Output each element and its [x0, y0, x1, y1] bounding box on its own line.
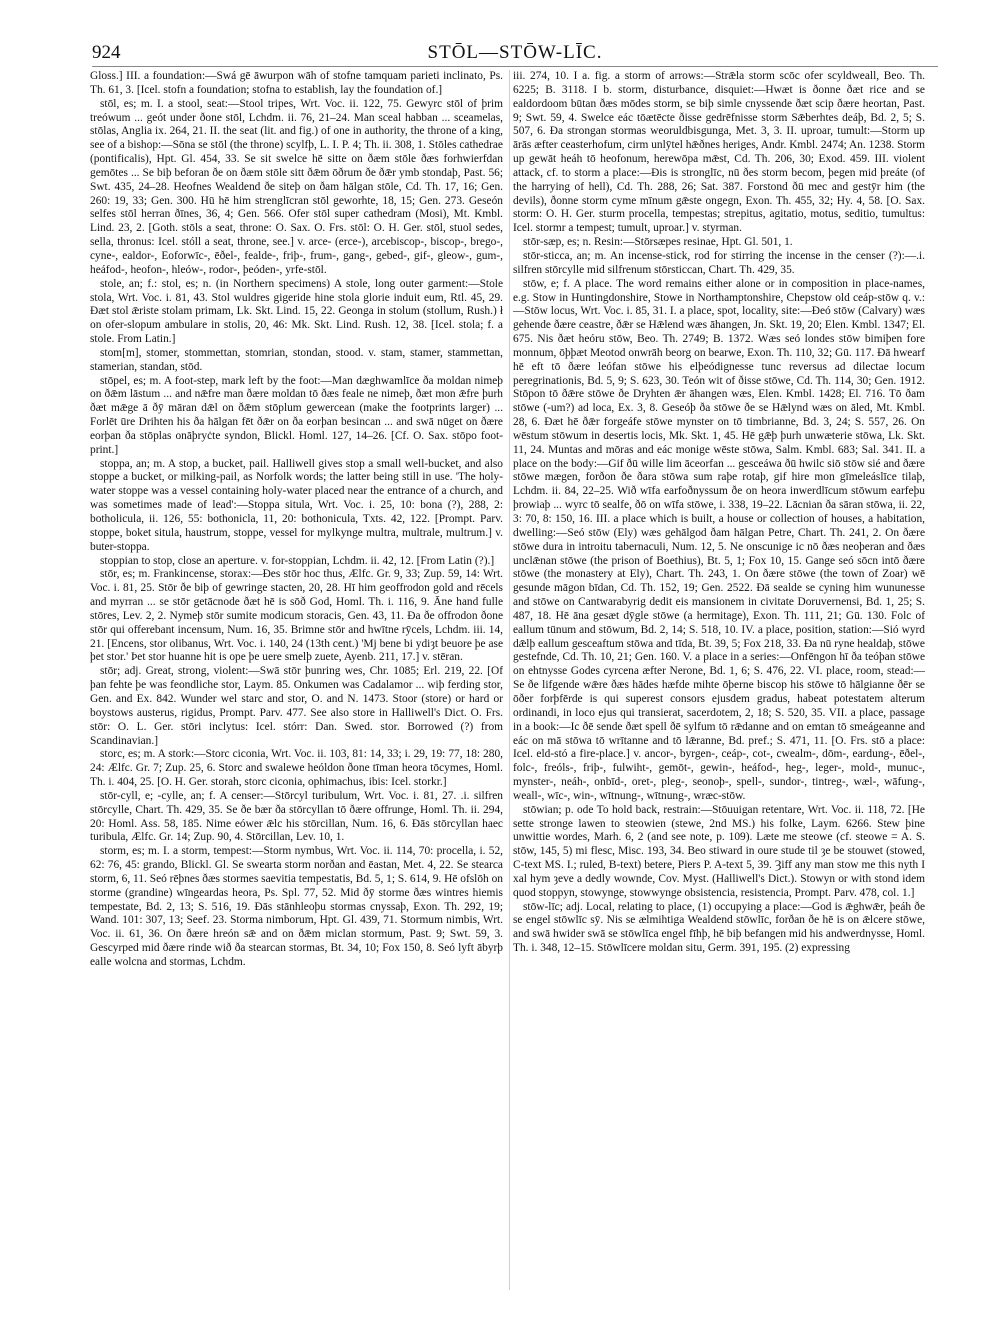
dictionary-entry: storc, es; m. A stork:—Storc ciconia, Wrt. Voc. ii. 103, 81: 14, 33; i. 29, 19: 77, 18: 280, 24: Ælfc. Gr. 7; Zup. 25, 6. Storc and swalewe heóldon ðone tīman heora tōcymes, Homl. Th. i. 404, 25. [O. H. Ger. storah, storc ciconia, ophimachus, ibis: Icel. storkr.] [90, 748, 503, 789]
dictionary-entry: stōr-sticca, an; m. An incense-stick, rod for stirring the incense in the censer (?):—.i. silfren stōrcylle mid silfrenum stōrsticcan, Chart. Th. 429, 35. [513, 249, 925, 276]
dictionary-entry: stōr-cyll, e; -cylle, an; f. A censer:—Stōrcyl turibulum, Wrt. Voc. i. 81, 27. .i. silfren stōrcylle, Chart. Th. 429, 35. Se ðe bær ða stōrcyllan tō ðære offrunge, Homl. Th. ii. 294, 20: Homl. Ass. 58, 185. Nime eówer ǣlc his stōrcillan, Num. 16, 6. Ðās stōrcyllan haec turibula, Ælfc. Gr. 14; Zup. 90, 4. Stōrcillan, Lev. 10, 1. [90, 789, 503, 844]
dictionary-entry: stōl, es; m. I. a stool, seat:—Stool tripes, Wrt. Voc. ii. 122, 75. Gewyrc stōl of þrim treówum ... geót under ðone stōl, Lchdm. ii. 76, 21–24. Man sceal habban ... sceamelas, stōlas, Anglia ix. 264, 21. II. the seat (lit. and fig.) of one in authority, the throne of a king, see of a bishop:—Sōna se stōl (the throne) scylfþ, L. I. P. 4; Th. ii. 308, 1. Stōles cathedrae (pontificalis), Hpt. Gl. 454, 33. Se sit swelce hē sitte on ðæm stōle ðæs forhwierfdan gemōtes ... Se biþ beforan ðe on ðæm stōle sitt ðǣm ōðrum ðe ðǣr ymb stondaþ, Past. 56; Swt. 435, 24–28. Heofnes Wealdend ðe siteþ on ðam hālgan stōle, Cd. Th. 17, 16; Gen. 260: 19, 33; Gen. 300. Hū hē him strenglīcran stōl geworhte, 18, 15; Gen. 273. Geseón selfes stōl herran ðīnes, 36, 4; Gen. 566. Ofer stōl super cathedram (Mosi), Mt. Kmbl. Lind. 23, 2. [Goth. stōls a seat, throne: O. Sax. O. Frs. stōl: O. H. Ger. stōl, stuol sedes, sella, thronus: Icel. stóll a seat, throne, see.] v. arce- (erce-), arcebiscop-, biscop-, brego-, cyne-, ealdor-, Eoforwīc-, ēðel-, fealde-, friþ-, frum-, gang-, gebed-, gif-, gleow-, gum-, heáfod-, heofon-, hleów-, rodor-, þeóden-, yrfe-stōl. [90, 97, 503, 276]
dictionary-entry: stōr; adj. Great, strong, violent:—Swā stōr þunring wes, Chr. 1085; Erl. 219, 22. [Of þan fehte þe was feondliche stor, Laym. 85. Onkumen was Cadalamor ... wiþ ferding stor, Gen. and Ex. 842. Wunder wel starc and stor, O. and N. 1473. Stoor (store) or hard or boystows austerus, rigidus, Prompt. Parv. 477. See also store in Halliwell's Dict. O. Frs. stōr: O. L. Ger. stōri inclytus: Icel. stórr: Dan. Swed. stor. Borrowed (?) from Scandinavian.] [90, 665, 503, 747]
page-header [92, 42, 938, 68]
dictionary-entry: iii. 274, 10. I a. fig. a storm of arrows:—Strǣla storm scōc ofer scyldweall, Beo. Th. 6225; B. 3118. I b. storm, disturbance, disquiet:—Hwæt is ðonne ðæt rice and se ealdordoom būtan ðæs mōdes storm, se biþ simle cnyssende ðæt scip ðære heortan, Past. 9; Swt. 59, 4. Swelce eác tōætēcte ðisse gedrēfnisse storm Sǣberhtes deáþ, Bd. 2, 5; S. 507, 6. Ða strongan stormas weoruldbisgunga, Met. 3, 3. II. uproar, tumult:—Storm up ārās æfter ceasterhofum, cirm unlȳtel hǣðnes heriges, Andr. Kmbl. 2474; An. 1238. Storm up gewāt heáh tō heofonum, herewōpa mǣst, Cd. Th. 206, 30; Exod. 459. III. violent attack, cf. to storm a place:—Ðis is stronglīc, nū ðes storm becom, þegen mid þreáte (of the harrying of hell), Cd. Th. 288, 26; Sat. 387. Forstond ðū mec and gestȳr him (the devils), ðonne storm cyme mīnum gǣste ongegn, Exon. Th. 455, 32; Hy. 4, 58. [O. Sax. storm: O. H. Ger. sturm procella, tempestas; strepitus, agitatio, motus, seditio, tumultus: Icel. stormr a tempest; tumult, uproar.] v. styrman. [513, 70, 925, 235]
dictionary-entry: stōpel, es; m. A foot-step, mark left by the foot:—Man dæghwamlīce ða moldan nimeþ on ðǣm lāstum ... and nǣfre man ðære moldan tō ðæs feale ne nimeþ, ðæt mon ǣfre þurh ðæt mǣge ā ðȳ māran dǣl on ðǣm stōplum gewercean (make the footprints larger) ... Forlēt ūre Drihten his ða hālgan fēt ðǣr on ða eorþan besincan ... and swā nūget on ðære eorþan ða stōplas onāþryċte syndon, Blickl. Homl. 127, 14–26. [Cf. O. Sax. stōpo foot-print.] [90, 374, 503, 456]
dictionary-entry: Gloss.] III. a foundation:—Swá gē āwurpon wāh of stofne tamquam parieti inclinato, Ps. Th. 61, 3. [Icel. stofn a foundation; stofna to establish, lay the foundation of.] [90, 70, 503, 96]
dictionary-entry: stom[m], stomer, stommettan, stomrian, stondan, stood. v. stam, stamer, stammettan, stamerian, standan, stōd. [90, 346, 503, 373]
column-divider [509, 70, 510, 1290]
header-rule [92, 66, 938, 67]
dictionary-entry: stole, an; f.: stol, es; n. (in Northern specimens) A stole, long outer garment:—Stole stola, Wrt. Voc. i. 81, 43. Stol wuldres gigeride hine stola glorie induit eum, Rtl. 45, 29. Ðæt stol ǣriste stolam primam, Lk. Skt. Lind. 15, 22. Geonga in stolum (stollum, Rush.) ł on ofer-slopum ambulare in stolis, 20, 46: Mk. Skt. Lind. Rush. 12, 38. [Icel. stola; f. a stole. From Latin.] [90, 277, 503, 346]
dictionary-entry: stōw, e; f. A place. The word remains either alone or in composition in place-names, e.g. Stow in Huntingdonshire, Stowe in Northamptonshire, Chepstow old ceáp-stōw q. v.:—Stōw locus, Wrt. Voc. i. 85, 31. I. a place, spot, locality, site:—Ðeó stōw (Calvary) wæs gehende ðære ceastre, ðǣr se Hǣlend wæs āhangen, Jn. Skt. 19, 20; Elen. Kmbl. 1347; El. 675. Nis ðæt heóru stōw, Beo. Th. 2749; B. 1372. Wæs seó londes stōw bimiþen fore monnum, ōþþæt Meotod onwrāh beorg on bearwe, Exon. Th. 110, 32; Gū. 117. Ðā hwearf hē eft tō ðære leófan stōwe his elþeódignesse tunc reversus ad dilectae locum peregrinationis, Bd. 5, 9; S. 623, 30. Teón wit of ðisse stōwe, Cd. Th. 114, 30; Gen. 1912. Stōpon tō ðǣre stōwe ðe Dryhten ǣr āhangen wæs, Elen. Kmbl. 1428; El. 716. Tō ðam stōwe (-um?) ad loca, Ex. 3, 8. Geseóþ ða stōwe ðe se Hǣlynd wæs on āled, Mt. Kmbl. 28, 6. Ðæt hē ðǣr forgeáfe stōwe mynster on tō timbrianne, Bd. 3, 24; S. 557, 26. On wēstum stōwum in desertis locis, Mk. Skt. 1, 45. Hē gǣþ þurh unwæterie stōwa, Lk. Skt. 11, 24. Muntas and mōras and eác monige wēste stōwa, Salm. Kmbl. 683; Sal. 341. II. a place on the body:—Gif ðū wille lim āceorfan ... gesceáwa ðū hwilc siō stōw sié and ðære stōwe mægen, forðon ðe ðara stōwa sum raþe rotaþ, gif hire mon gīmeleáslīce tilaþ, Lchdm. ii. 84, 22–25. Wið wīfa earfoðnyssum ðe on heora inwerdlīcum stōwum earfeþu þrowiaþ ... wyrc tō sealfe, ðō on wīfa stōwe, i. 338, 19–22. Lācnian ða sāran stōwa, ii. 22, 3: 70, 8: 150, 16. III. a place which is built, a house or collection of houses, a habitation, dwelling:—Seó stōw (Ely) wæs gehālgod ðam hālgan Petre, Chart. Th. 241, 2. On ðære stōwe dura in introitu tabernaculi, Num. 12, 5. Ne onscunige ic nō ðæs neoþeran and ðæs unclǣnan stōwe (the prison of Boethius), Bt. 5, 1; Fox 10, 15. Gange seó sōcn intō ðære stōwe (the monastery at Ely), Chart. Th. 243, 1. On ðære stōwe (the town of Zoar) wē gesunde māgon bīdan, Cd. Th. 152, 19; Gen. 2522. Ðā sealde se cyning him wununesse and stōwe on Cantwarabyrig dedit eis mansionem in civitate Doruvernensi, Bd. 1, 25; S. 487, 18. Hē āna gesæt dȳgle stōwe (a hermitage), Exon. Th. 111, 21; Gū. 130. Folc of eallum tūnum and stōwum, Bd. 2, 14; S. 518, 10. IV. a place, position, station:—Sió wyrd dǣlþ eallum gesceaftum stōwa and tīda, Bt. 39, 5; Fox 218, 33. Ða nū ryne healdaþ, stōwe gestefnde, Cd. Th. 10, 21; Gen. 160. V. a place in a series:—Onfēngon hī ða teóþan stōwe on ehtnysse Godes cyrcena æfter Nerone, Bd. 1, 6; S. 476, 22. VI. place, room, stead:—Se ðe lifgende wǣre ðæs hādes hæfde mihte ōþerne biscop his stōwe tō hālgianne ðēr se ōðer forþfērde is qui superest consors ejusdem gradus, habeat potestatem alterum ordinandi, in loco ejus qui transierat, sacerdotem, 2, 18; S. 520, 35. VII. a place, passage in a book:—Ic ðē sende ðæt spell ðē sylfum tō rǣdanne and on emtan tō smeágeanne and eác on mā stōwa tō wrītanne and tō lǣranne, Bd. pref.; S. 471, 11. [O. Frs. stō a place: Icel. eld-stó a fire-place.] v. ancor-, byrgen-, ceáp-, cot-, cwealm-, dōm-, eardung-, ēðel-, folc-, freóls-, friþ-, fulwiht-, gemōt-, gewin-, heáfod-, heg-, leger-, mold-, munuc-, mynster-, neáh-, onbīd-, oret-, pleg-, seonoþ-, spell-, sundor-, tintreg-, wæl-, wāfung-, weall-, wīc-, win-, wītnung-, wītnung-, wræc-stōw. [513, 277, 925, 802]
page-number: 924 [92, 42, 121, 63]
dictionary-entry: stōr-sæp, es; n. Resin:—Stōrsæpes resinae, Hpt. Gl. 501, 1. [523, 236, 793, 249]
dictionary-entry: stoppa, an; m. A stop, a bucket, pail. Halliwell gives stop a small well-bucket, and also stoppe a bucket, or milking-pail, as Norfolk words; the latter being still in use. 'The holy-water stoppe was a vessel containing holy-water placed near the entrance of a church, and was sometimes made of lead':—Stoppa situla, Wrt. Voc. i. 25, 10: bona (?), 288, 2: botholicula, ii. 126, 55: bothonicla, 11, 20: bothonicula, Txts. 42, 122. [Prompt. Parv. stoppe, boket situla, haustrum, stoppe, vessel for mylkynge multra, multrale, multrum.] v. buter-stoppa. [90, 457, 503, 553]
dictionary-entry: storm, es; m. I. a storm, tempest:—Storm nymbus, Wrt. Voc. ii. 114, 70: procella, i. 52, 62: 76, 45: grando, Blickl. Gl. Se swearta storm norðan and ēastan, Met. 4, 22. Se stearca storm, 6, 11. Seó rēþnes ðæs stormes saevitia tempestatis, Bd. 5, 1; S. 614, 9. Hē ofslōh on storme (grandine) wīngeardas heora, Ps. Spl. 77, 52. Mid ðȳ storme ðæs wintres hiemis tempestate, Bd. 2, 13; S. 516, 19. Ðās stānhleoþu stormas cnyssaþ, Exon. Th. 292, 19; Wand. 101: 307, 13; Seef. 23. Storma nimborum, Hpt. Gl. 439, 71. Stormum nimbis, Wrt. Voc. ii. 61, 36. On ðære hreón sǣ and on ðǣm miclan stormum, Past. 9; Swt. 59, 3. Gescyrped mid ðære rinde wið ða stearcan stormas, Bt. 34, 10; Fox 150, 8. Seó lyft ābyrþ ealle wolcna and stormas, Lchdm. [90, 845, 503, 968]
dictionary-entry: stōwian; p. ode To hold back, restrain:—Stōuuigan retentare, Wrt. Voc. ii. 118, 72. [He sette stronge lawen to steowien (stewe, 2nd MS.) his folke, Laym. 6266. Stew þine unwittie wordes, Marh. 6, 2 (and see note, p. 109). Læte me steowe (cf. steowe = A. S. stōw, 145, 5) mi flesc, Misc. 193, 34. Beo stiward in oure stude til ȝe be stouwet (stowed, C-text MS. I.; ruled, B-text) betere, Piers P. A-text 5, 39. Ȝiff any man stow me this nyth I xal hym ȝeve a dedly wownde, Cov. Myst. (Halliwell's Dict.). Stowyn or with stond idem quod stoppyn, stowynge, stowwynge obsistencia, resistencia, Prompt. Parv. 478, col. 1.] [513, 803, 925, 899]
right-column [513, 70, 925, 1290]
left-column [90, 70, 503, 1290]
dictionary-entry: stōr, es; m. Frankincense, storax:—Ðes stōr hoc thus, Ælfc. Gr. 9, 33; Zup. 59, 14: Wrt. Voc. i. 81, 25. Stōr ðe biþ of gewringe stacten, 20, 28. Hī him geoffrodon gold and rēcels and myrran ... se stōr getācnode ðæt hē is sōð God, Homl. Th. i. 116, 9. Āne hand fulle stōres, Lev. 2, 2. Nymeþ stōr sumite modicum storacis, Gen. 43, 11. Ða ðe offrodon ðone stōr qui offerebant incensum, Num. 16, 35. Brimne stōr and hwītne rȳcels, Lchdm. iii. 14, 21. [Encens, stor olibanus, Wrt. Voc. i. 140, 24 (13th cent.) 'Mj bene bi ydiȝt beuore þe ase þet stor.' Þet stor huanne hit is ope þe uere smelþ zuete, Ayenb. 211, 17.] v. stēran. [90, 568, 503, 664]
dictionary-entry: stoppian to stop, close an aperture. v. for-stoppian, Lchdm. ii. 42, 12. [From Latin (?).] [100, 554, 495, 567]
dictionary-entry: stōw-līc; adj. Local, relating to place, (1) occupying a place:—God is ǣghwǣr, þeáh ðe se engel stōwlīc sȳ. Nis se ælmihtiga Wealdend stōwlīc, forðan ðe hē is on ǣlcere stōwe, and swā hwider swā se stōwlīca engel fīhþ, hē biþ befangen mid his andwerdnysse, Homl. Th. i. 348, 12–15. Stōwlīcere moldan situ, Germ. 391, 195. (2) expressing [513, 900, 925, 955]
running-title: STŌL—STŌW-LĪC. [427, 42, 603, 63]
